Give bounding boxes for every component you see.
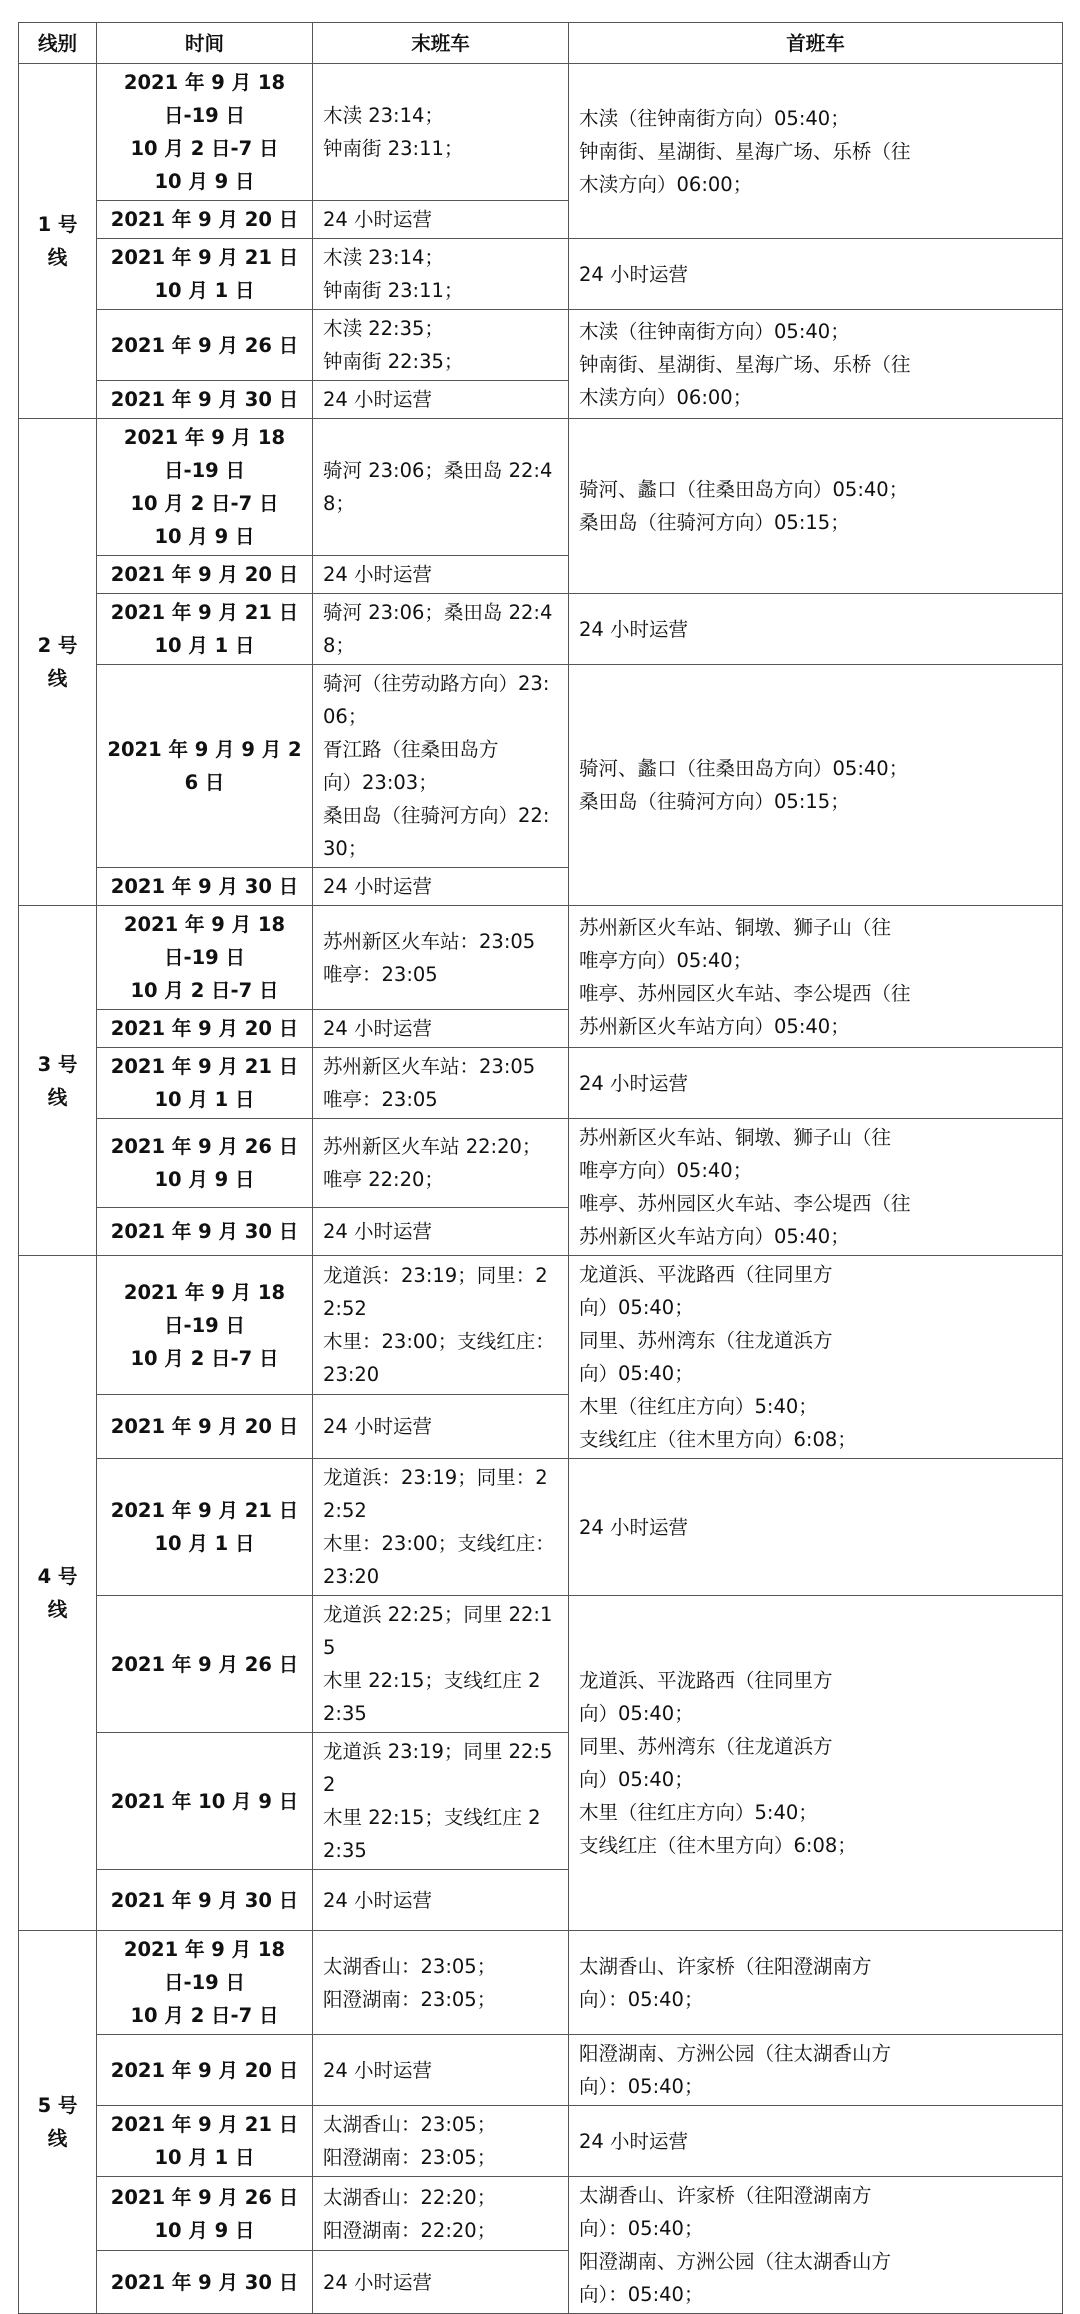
cell-line: 苏州新区火车站 22:20；	[323, 1135, 542, 1159]
cell-line: 木渎方向）06:00；	[579, 385, 753, 409]
cell-line: 24 小时运营	[579, 1515, 689, 1539]
cell-line: 向）：05:40；	[579, 1987, 704, 2011]
cell-line: 骑河 23:06；桑田岛 22:48；	[323, 601, 553, 657]
cell-line: 木渎（往钟南街方向）05:40；	[579, 106, 850, 130]
cell-line: 2021 年 9 月 21 日	[110, 1055, 299, 1078]
time-cell	[97, 665, 313, 868]
table-row	[19, 310, 1063, 381]
cell-line: 钟南街 22:35；	[323, 350, 464, 373]
time-cell	[97, 1395, 313, 1459]
cell-line: 2021 年 9 月 30 日	[110, 2270, 299, 2294]
last-train-cell	[313, 1119, 569, 1208]
cell-line: 24 小时运营	[323, 1888, 433, 1912]
table-row	[19, 1048, 1063, 1119]
cell-line: 骑河、蠡口（往桑田岛方向）05:40；	[579, 757, 909, 780]
cell-line: 木渎 23:14；	[323, 246, 444, 269]
cell-line: 2021 年 9 月 20 日	[110, 2058, 299, 2082]
schedule-wrapper	[18, 22, 1062, 2314]
cell-line: 10 月 1 日	[154, 1532, 255, 1555]
time-cell	[97, 1459, 313, 1596]
cell-line: 唯亭方向）05:40；	[579, 948, 753, 972]
time-cell	[97, 310, 313, 381]
last-train-cell	[313, 1459, 569, 1596]
cell-line: 木里（往红庄方向）5:40；	[579, 1801, 818, 1824]
cell-line: 太湖香山：23:05；	[323, 2113, 497, 2136]
cell-line: 同里、苏州湾东（往龙道浜方	[579, 1329, 833, 1352]
cell-line: 阳澄湖南：23:05；	[323, 1987, 497, 2011]
time-cell	[97, 906, 313, 1010]
cell-line: 2021 年 9 月 18 日-19 日	[123, 1938, 286, 1994]
time-cell	[97, 64, 313, 201]
cell-line: 唯亭：23:05	[323, 1088, 438, 1111]
time-cell	[97, 1931, 313, 2035]
cell-line: 骑河、蠡口（往桑田岛方向）05:40；	[579, 478, 909, 501]
cell-line: 2021 年 9 月 21 日	[110, 601, 299, 624]
cell-line: 支线红庄（往木里方向）6:08；	[579, 1428, 857, 1451]
last-train-cell	[313, 594, 569, 665]
cell-line: 向）05:40；	[579, 1296, 694, 1319]
cell-line: 2021 年 10 月 9 日	[110, 1789, 299, 1813]
time-cell	[97, 2035, 313, 2106]
first-train-cell	[569, 239, 1063, 310]
last-train-cell	[313, 419, 569, 556]
cell-line: 24 小时运营	[579, 2129, 689, 2153]
last-train-cell	[313, 2035, 569, 2106]
cell-line: 10 月 9 日	[154, 525, 255, 548]
table-row	[19, 1596, 1063, 1733]
time-cell	[97, 1010, 313, 1048]
table-row	[19, 1931, 1063, 2035]
cell-line: 24 小时运营	[323, 2270, 433, 2294]
cell-line: 苏州新区火车站：23:05	[323, 1055, 536, 1078]
cell-line: 钟南街 23:11；	[323, 279, 464, 302]
cell-line: 10 月 9 日	[154, 170, 255, 193]
table-row	[19, 239, 1063, 310]
cell-line: 龙道浜 23:19；同里 22:52	[323, 1740, 553, 1796]
cell-line: 苏州新区火车站、铜墩、狮子山（往	[579, 1126, 892, 1149]
line-1-label: 1 号线	[19, 64, 97, 419]
last-train-cell	[313, 868, 569, 906]
header-row	[19, 23, 1063, 64]
cell-line: 24 小时运营	[323, 2058, 433, 2082]
table-row	[19, 64, 1063, 201]
cell-line: 阳澄湖南：22:20；	[323, 2218, 497, 2242]
cell-line: 24 小时运营	[323, 1220, 433, 1244]
line-3-label: 3 号线	[19, 906, 97, 1256]
cell-line: 10 月 2 日-7 日	[130, 1346, 279, 1370]
cell-line: 苏州新区火车站方向）05:40；	[579, 1014, 850, 1038]
cell-line: 10 月 2 日-7 日	[130, 492, 279, 515]
cell-line: 龙道浜：23:19；同里：22:52	[323, 1264, 548, 1321]
last-train-cell	[313, 2106, 569, 2177]
cell-line: 龙道浜、平泷路西（往同里方	[579, 1263, 833, 1286]
cell-line: 龙道浜 22:25；同里 22:15	[323, 1603, 553, 1659]
cell-line: 桑田岛（往骑河方向）05:15；	[579, 790, 850, 813]
line-5-label: 5 号线	[19, 1931, 97, 2314]
time-cell	[97, 201, 313, 239]
last-train-cell	[313, 310, 569, 381]
first-train-cell	[569, 1119, 1063, 1256]
cell-line: 2021 年 9 月 18 日-19 日	[123, 913, 286, 969]
time-cell	[97, 1596, 313, 1733]
cell-line: 24 小时运营	[323, 1017, 433, 1040]
first-train-cell	[569, 419, 1063, 594]
cell-line: 太湖香山、许家桥（往阳澄湖南方	[579, 1954, 872, 1978]
cell-line: 10 月 1 日	[154, 1088, 255, 1111]
cell-line: 桑田岛（往骑河方向）05:15；	[579, 511, 850, 534]
cell-line: 唯亭、苏州园区火车站、李公堤西（往	[579, 1192, 911, 1215]
time-cell	[97, 419, 313, 556]
first-train-cell	[569, 1931, 1063, 2035]
time-cell	[97, 1119, 313, 1208]
cell-line: 24 小时运营	[323, 388, 433, 411]
last-train-cell	[313, 381, 569, 419]
cell-line: 24 小时运营	[579, 262, 689, 286]
cell-line: 10 月 2 日-7 日	[130, 979, 279, 1002]
cell-line: 2021 年 9 月 18 日-19 日	[123, 1280, 286, 1337]
first-train-cell	[569, 1256, 1063, 1459]
cell-line: 支线红庄（往木里方向）6:08；	[579, 1834, 857, 1857]
cell-line: 24 小时运营	[323, 875, 433, 898]
cell-line: 24 小时运营	[323, 563, 433, 586]
last-train-cell	[313, 556, 569, 594]
time-cell	[97, 2177, 313, 2251]
last-train-cell	[313, 1010, 569, 1048]
cell-line: 2021 年 9 月 21 日	[110, 2113, 299, 2136]
cell-line: 骑河 23:06；桑田岛 22:48；	[323, 459, 553, 515]
cell-line: 2021 年 9 月 9 月 26 日	[107, 738, 302, 794]
last-train-cell	[313, 2251, 569, 2314]
cell-line: 10 月 1 日	[154, 2146, 255, 2169]
time-cell	[97, 1870, 313, 1931]
last-train-cell	[313, 1256, 569, 1395]
cell-line: 木里（往红庄方向）5:40；	[579, 1395, 818, 1418]
time-cell	[97, 1256, 313, 1395]
cell-line: 阳澄湖南：23:05；	[323, 2146, 497, 2169]
cell-line: 苏州新区火车站方向）05:40；	[579, 1225, 850, 1248]
cell-line: 2021 年 9 月 21 日	[110, 1499, 299, 1522]
cell-line: 钟南街、星湖街、星海广场、乐桥（往	[579, 139, 911, 163]
last-train-cell	[313, 1208, 569, 1256]
cell-line: 木渎方向）06:00；	[579, 172, 753, 196]
table-row	[19, 1256, 1063, 1395]
cell-line: 木里 22:15；支线红庄 22:35	[323, 1806, 541, 1862]
first-train-cell	[569, 665, 1063, 906]
cell-line: 木里 22:15；支线红庄 22:35	[323, 1669, 541, 1725]
last-train-cell	[313, 1870, 569, 1931]
first-train-cell	[569, 2177, 1063, 2314]
cell-line: 10 月 1 日	[154, 634, 255, 657]
cell-line: 10 月 2 日-7 日	[130, 137, 279, 160]
table-row	[19, 2035, 1063, 2106]
last-train-cell	[313, 64, 569, 201]
header-line: 线别	[19, 23, 97, 64]
first-train-cell	[569, 906, 1063, 1048]
cell-line: 向）：05:40；	[579, 2283, 704, 2306]
cell-line: 唯亭：23:05	[323, 962, 438, 986]
cell-line: 24 小时运营	[323, 208, 433, 231]
cell-line: 唯亭、苏州园区火车站、李公堤西（往	[579, 981, 911, 1005]
first-train-cell	[569, 594, 1063, 665]
line-2-label: 2 号线	[19, 419, 97, 906]
first-train-cell	[569, 1459, 1063, 1596]
first-train-cell	[569, 310, 1063, 419]
cell-line: 太湖香山：23:05；	[323, 1954, 497, 1978]
time-cell	[97, 594, 313, 665]
cell-line: 苏州新区火车站、铜墩、狮子山（往	[579, 915, 892, 939]
last-train-cell	[313, 1596, 569, 1733]
cell-line: 10 月 9 日	[154, 1168, 255, 1192]
cell-line: 2021 年 9 月 21 日	[110, 246, 299, 269]
cell-line: 2021 年 9 月 30 日	[110, 875, 299, 898]
cell-line: 钟南街 23:11；	[323, 137, 464, 160]
cell-line: 向）05:40；	[579, 1702, 694, 1725]
cell-line: 龙道浜：23:19；同里：22:52	[323, 1466, 548, 1522]
header-first-train: 首班车	[569, 23, 1063, 64]
first-train-cell	[569, 1048, 1063, 1119]
time-cell	[97, 2106, 313, 2177]
last-train-cell	[313, 665, 569, 868]
last-train-cell	[313, 1931, 569, 2035]
cell-line: 2021 年 9 月 20 日	[110, 208, 299, 231]
metro-schedule-table	[18, 22, 1063, 2314]
line-4-label: 4 号线	[19, 1256, 97, 1931]
cell-line: 10 月 2 日-7 日	[130, 2004, 279, 2027]
cell-line: 2021 年 9 月 30 日	[110, 1888, 299, 1912]
cell-line: 2021 年 9 月 20 日	[110, 1415, 299, 1439]
cell-line: 木里：23:00；支线红庄：23:20	[323, 1330, 555, 1387]
cell-line: 向）05:40；	[579, 1362, 694, 1385]
cell-line: 向）：05:40；	[579, 2075, 704, 2098]
cell-line: 向）05:40；	[579, 1768, 694, 1791]
table-row	[19, 665, 1063, 868]
last-train-cell	[313, 239, 569, 310]
cell-line: 2021 年 9 月 26 日	[110, 1652, 299, 1676]
cell-line: 唯亭方向）05:40；	[579, 1159, 753, 1182]
table-row	[19, 594, 1063, 665]
cell-line: 胥江路（往桑田岛方	[323, 738, 499, 761]
cell-line: 木里：23:00；支线红庄：23:20	[323, 1532, 555, 1588]
first-train-cell	[569, 2035, 1063, 2106]
time-cell	[97, 2251, 313, 2314]
cell-line: 2021 年 9 月 18 日-19 日	[123, 71, 286, 127]
header-last-train: 末班车	[313, 23, 569, 64]
cell-line: 木渎（往钟南街方向）05:40；	[579, 319, 850, 343]
cell-line: 阳澄湖南、方洲公园（往太湖香山方	[579, 2042, 892, 2065]
cell-line: 24 小时运营	[579, 1071, 689, 1095]
table-row	[19, 2106, 1063, 2177]
header-time: 时间	[97, 23, 313, 64]
cell-line: 24 小时运营	[323, 1415, 433, 1439]
last-train-cell	[313, 1733, 569, 1870]
table-row	[19, 2177, 1063, 2251]
cell-line: 2021 年 9 月 20 日	[110, 563, 299, 586]
table-row	[19, 1459, 1063, 1596]
cell-line: 同里、苏州湾东（往龙道浜方	[579, 1735, 833, 1758]
cell-line: 木渎 23:14；	[323, 104, 444, 127]
cell-line: 向）：05:40；	[579, 2217, 704, 2240]
cell-line: 苏州新区火车站：23:05	[323, 929, 536, 953]
last-train-cell	[313, 2177, 569, 2251]
time-cell	[97, 381, 313, 419]
table-row	[19, 419, 1063, 556]
cell-line: 24 小时运营	[579, 617, 689, 641]
last-train-cell	[313, 1048, 569, 1119]
cell-line: 龙道浜、平泷路西（往同里方	[579, 1669, 833, 1692]
cell-line: 向）23:03；	[323, 771, 438, 794]
cell-line: 桑田岛（往骑河方向）22:30；	[323, 804, 550, 860]
time-cell	[97, 239, 313, 310]
table-row	[19, 1119, 1063, 1208]
cell-line: 2021 年 9 月 20 日	[110, 1017, 299, 1040]
first-train-cell	[569, 2106, 1063, 2177]
cell-line: 钟南街、星湖街、星海广场、乐桥（往	[579, 352, 911, 376]
time-cell	[97, 1048, 313, 1119]
cell-line: 太湖香山、许家桥（往阳澄湖南方	[579, 2184, 872, 2207]
time-cell	[97, 556, 313, 594]
cell-line: 2021 年 9 月 26 日	[110, 333, 299, 357]
cell-line: 太湖香山：22:20；	[323, 2185, 497, 2209]
cell-line: 2021 年 9 月 18 日-19 日	[123, 426, 286, 482]
cell-line: 10 月 9 日	[154, 2218, 255, 2242]
time-cell	[97, 1208, 313, 1256]
cell-line: 木渎 22:35；	[323, 317, 444, 340]
cell-line: 2021 年 9 月 30 日	[110, 388, 299, 411]
last-train-cell	[313, 1395, 569, 1459]
first-train-cell	[569, 64, 1063, 239]
cell-line: 骑河（往劳动路方向）23:06；	[323, 672, 550, 728]
cell-line: 2021 年 9 月 30 日	[110, 1220, 299, 1244]
table-row	[19, 906, 1063, 1010]
time-cell	[97, 1733, 313, 1870]
cell-line: 2021 年 9 月 26 日	[110, 1135, 299, 1159]
last-train-cell	[313, 201, 569, 239]
cell-line: 10 月 1 日	[154, 279, 255, 302]
cell-line: 2021 年 9 月 26 日	[110, 2185, 299, 2209]
first-train-cell	[569, 1596, 1063, 1931]
cell-line: 阳澄湖南、方洲公园（往太湖香山方	[579, 2250, 892, 2273]
cell-line: 唯亭 22:20；	[323, 1168, 444, 1192]
time-cell	[97, 868, 313, 906]
last-train-cell	[313, 906, 569, 1010]
